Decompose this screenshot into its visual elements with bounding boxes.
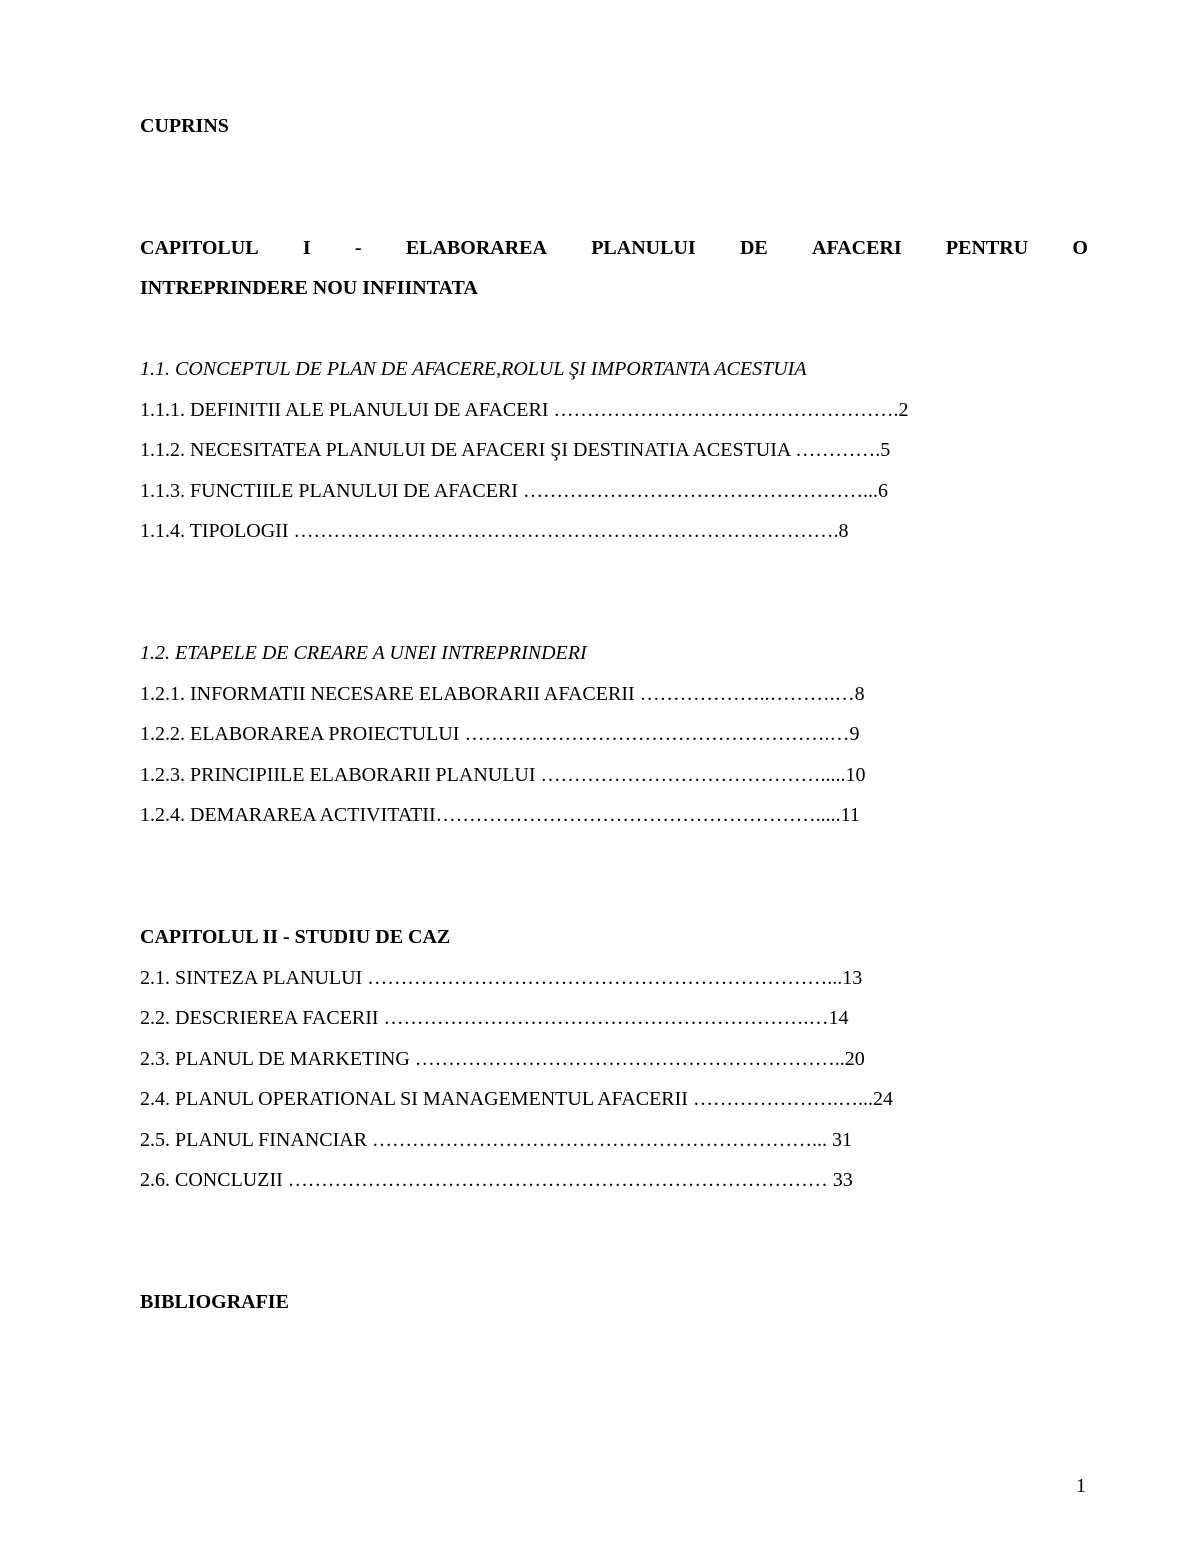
chapter-1-title-word: DE xyxy=(739,237,768,259)
toc-entry: 2.4. PLANUL OPERATIONAL SI MANAGEMENTUL AFACERII ………………….…...24 xyxy=(140,1088,893,1110)
toc-entry: 1.2.1. INFORMATII NECESARE ELABORARII AFACERII ………………..……….…8 xyxy=(140,683,865,705)
toc-entry: 1.1.3. FUNCTIILE PLANULUI DE AFACERI ……………………………………………...6 xyxy=(140,480,888,502)
toc-entry: 1.2.2. ELABORAREA PROIECTULUI ……………………………………………….…9 xyxy=(140,723,860,745)
toc-entry: 2.2. DESCRIEREA FACERII ……………………………………………………….…14 xyxy=(140,1007,849,1029)
toc-entry: 2.6. CONCLUZII ……………………………………………………………………… 33 xyxy=(140,1169,853,1191)
document-title: CUPRINS xyxy=(140,115,229,137)
chapter-1-title-word: CAPITOLUL xyxy=(140,237,259,259)
chapter-1-title-word: AFACERI xyxy=(812,237,902,259)
chapter-1-title-word: PENTRU xyxy=(945,237,1029,259)
chapter-1-title-line-1 xyxy=(140,228,1088,268)
toc-entry: 2.1. SINTEZA PLANULUI ……………………………………………………………...13 xyxy=(140,967,863,989)
toc-entry: 1.2.4. DEMARAREA ACTIVITATII………………………………………………….....11 xyxy=(140,804,860,826)
bibliography-heading: BIBLIOGRAFIE xyxy=(140,1291,289,1313)
section-1-1-title: 1.1. CONCEPTUL DE PLAN DE AFACERE,ROLUL ŞI IMPORTANTA ACESTUIA xyxy=(140,358,807,380)
toc-entry: 2.5. PLANUL FINANCIAR …………………………………………………………... 31 xyxy=(140,1129,853,1151)
toc-entry: 1.1.1. DEFINITII ALE PLANULUI DE AFACERI …………………………………………….2 xyxy=(140,399,909,421)
chapter-1-title-word: O xyxy=(1072,237,1088,259)
section-1-2-title: 1.2. ETAPELE DE CREARE A UNEI INTREPRINDERI xyxy=(140,642,587,664)
chapter-1-title-word: - xyxy=(354,237,362,259)
chapter-1-title xyxy=(140,228,1088,308)
chapter-1-title-word: ELABORAREA xyxy=(405,237,547,259)
chapter-1-title-line-2: INTREPRINDERE NOU INFIINTATA xyxy=(140,277,478,299)
toc-entry: 1.1.2. NECESITATEA PLANULUI DE AFACERI ŞI DESTINATIA ACESTUIA ………….5 xyxy=(140,439,891,461)
page-number: 1 xyxy=(1076,1475,1086,1497)
chapter-1-title-word: PLANULUI xyxy=(591,237,696,259)
chapter-1-title-word: I xyxy=(302,237,311,259)
toc-entry: 1.1.4. TIPOLOGII ……………………………………………………………………….8 xyxy=(140,520,849,542)
chapter-2-title: CAPITOLUL II - STUDIU DE CAZ xyxy=(140,926,451,948)
toc-entry: 1.2.3. PRINCIPIILE ELABORARII PLANULUI …………………………………….....10 xyxy=(140,764,866,786)
toc-entry: 2.3. PLANUL DE MARKETING ………………………………………………………..20 xyxy=(140,1048,865,1070)
